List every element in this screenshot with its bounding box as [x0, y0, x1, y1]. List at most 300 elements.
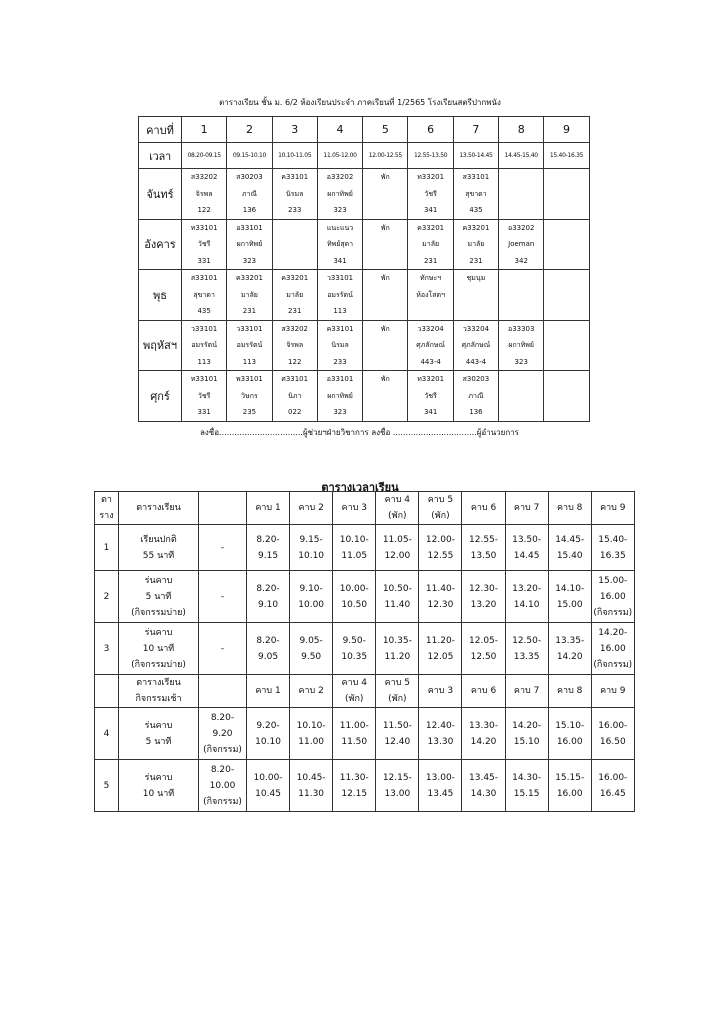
- cell-line: ร่นคาบ: [144, 772, 173, 783]
- day-row: [139, 202, 590, 219]
- schedule-cell: [499, 287, 544, 304]
- cell-line: 14.20-: [512, 720, 542, 731]
- cell-line: 16.00: [556, 736, 583, 747]
- time-cell: [247, 623, 290, 675]
- period-time: 09.15-10.10: [227, 143, 272, 169]
- schedule-cell: 323: [317, 202, 362, 219]
- schedule-cell: 136: [227, 202, 272, 219]
- time-cell: [591, 760, 634, 812]
- schedule-cell: ส33202: [272, 320, 317, 337]
- schedule-cell: ผกาทิพย์: [317, 186, 362, 203]
- cell-line: 12.40: [384, 736, 411, 747]
- schedule-cell: [363, 287, 408, 304]
- cell-line: 14.20: [556, 651, 583, 662]
- cell-line: 12.55-: [469, 534, 499, 545]
- day-row: [139, 236, 590, 253]
- schedule-cell: ท33101: [182, 371, 227, 388]
- cell-line: 16.00-: [598, 720, 628, 731]
- time-cell: [290, 708, 333, 760]
- schedule-cell: ส30203: [227, 169, 272, 186]
- cell-line: ร่นคาบ: [144, 720, 173, 731]
- schedule-extra: [199, 708, 247, 760]
- time-cell: [548, 760, 591, 812]
- cell-line: คาบ 4: [384, 495, 411, 505]
- schedule-no-header-2: [95, 675, 119, 708]
- period-header: [376, 492, 419, 525]
- time-cell: [247, 571, 290, 623]
- cell-line: 16.00: [599, 591, 626, 602]
- cell-line: 13.20: [470, 599, 497, 610]
- time-row: [95, 760, 635, 812]
- schedule-cell: [363, 202, 408, 219]
- cell-line: 14.10: [513, 599, 540, 610]
- schedule-cell: ท33201: [408, 169, 453, 186]
- cell-line: 15.15: [513, 788, 540, 799]
- schedule-cell: ทักษะฯ: [408, 270, 453, 287]
- schedule-cell: 233: [317, 354, 362, 371]
- schedule-cell: [544, 270, 589, 287]
- time-schedule-table: [94, 491, 635, 812]
- cell-line: คาบ 9: [600, 503, 626, 513]
- cell-line: 11.05: [341, 550, 368, 561]
- schedule-no: 3: [95, 623, 119, 675]
- cell-line: 9.10: [258, 599, 279, 610]
- cell-line: เรียนปกติ: [140, 534, 177, 545]
- schedule-cell: ศุภลักษณ์: [453, 337, 498, 354]
- time-cell: [376, 708, 419, 760]
- time-cell: [376, 571, 419, 623]
- cell-line: คาบ 8: [557, 686, 583, 696]
- schedule-cell: Joeman: [499, 236, 544, 253]
- time-cell: [462, 571, 505, 623]
- time-header-row: [95, 492, 635, 525]
- schedule-cell: [272, 236, 317, 253]
- schedule-cell: มาลัย: [272, 287, 317, 304]
- cell-line: 13.45-: [469, 772, 499, 783]
- schedule-cell: ส33101: [182, 270, 227, 287]
- cell-line: 12.15: [341, 788, 368, 799]
- period-number: 9: [544, 117, 589, 143]
- time-cell: [548, 708, 591, 760]
- cell-line: คาบ 6: [470, 686, 497, 696]
- cell-line: 11.50: [341, 736, 368, 747]
- cell-line: 11.40: [384, 599, 411, 610]
- period-header: [247, 675, 290, 708]
- schedule-cell: สุขาดา: [453, 186, 498, 203]
- schedule-cell: ผกาทิพย์: [317, 388, 362, 405]
- cell-line: -: [220, 591, 225, 602]
- period-number: 4: [317, 117, 362, 143]
- day-row: [139, 337, 590, 354]
- cell-line: 16.35: [599, 550, 626, 561]
- schedule-cell: มาลัย: [408, 236, 453, 253]
- cell-line: ตา: [101, 495, 112, 505]
- cell-line: 12.30: [427, 599, 454, 610]
- schedule-cell: มาลัย: [453, 236, 498, 253]
- schedule-cell: ส30203: [453, 371, 498, 388]
- time-cell: [462, 623, 505, 675]
- schedule-cell: อมรรัตน์: [227, 337, 272, 354]
- cell-line: 16.45: [599, 788, 626, 799]
- day-name: ศุกร์: [139, 371, 182, 422]
- cell-line: คาบ 6: [470, 503, 497, 513]
- schedule-cell: [363, 388, 408, 405]
- schedule-cell: [363, 303, 408, 320]
- time-label: เวลา: [139, 143, 182, 169]
- schedule-extra: [199, 623, 247, 675]
- cell-line: (พัก): [388, 511, 407, 521]
- cell-line: 15.00: [556, 599, 583, 610]
- cell-line: 11.20-: [425, 635, 455, 646]
- period-header: [505, 492, 548, 525]
- class-schedule-title: ตารางเรียน ชั้น ม. 6/2 ห้องเรียนประจำ ภาคเรียนที่ 1/2565 โรงเรียนสตรีปากพนัง: [219, 98, 501, 107]
- schedule-cell: [363, 236, 408, 253]
- period-time: 08.20-09.15: [182, 143, 227, 169]
- class-schedule-table: [138, 116, 590, 422]
- schedule-cell: จิรพล: [182, 186, 227, 203]
- cell-line: 13.30-: [469, 720, 499, 731]
- cell-line: 12.00: [384, 550, 411, 561]
- time-cell: [419, 708, 462, 760]
- schedule-cell: อ33202: [499, 219, 544, 236]
- schedule-name: [119, 525, 199, 571]
- schedule-cell: 342: [499, 253, 544, 270]
- time-cell: [290, 525, 333, 571]
- time-cell: [505, 525, 548, 571]
- cell-line: 14.45: [513, 550, 540, 561]
- schedule-cell: 341: [408, 202, 453, 219]
- cell-line: (กิจกรรมบ่าย): [131, 659, 186, 670]
- cell-line: 13.00-: [425, 772, 455, 783]
- schedule-cell: จิรพล: [272, 337, 317, 354]
- cell-line: 12.00-: [425, 534, 455, 545]
- schedule-cell: [544, 186, 589, 203]
- period-header: [462, 492, 505, 525]
- cell-line: 10 นาที: [142, 643, 175, 654]
- schedule-cell: อ33101: [317, 371, 362, 388]
- schedule-cell: 233: [272, 202, 317, 219]
- schedule-cell: พ33101: [227, 371, 272, 388]
- time-row: [95, 708, 635, 760]
- cell-line: 16.50: [599, 736, 626, 747]
- schedule-cell: พัก: [363, 371, 408, 388]
- schedule-cell: 323: [227, 253, 272, 270]
- schedule-cell: ค33201: [272, 270, 317, 287]
- period-time: 13.50-14.45: [453, 143, 498, 169]
- schedule-cell: มาลัย: [227, 287, 272, 304]
- time-cell: [419, 571, 462, 623]
- day-row: [139, 320, 590, 337]
- cell-line: 8.20-: [210, 712, 235, 723]
- cell-line: 12.50: [470, 651, 497, 662]
- period-header: [505, 675, 548, 708]
- schedule-cell: นิภา: [272, 388, 317, 405]
- period-number: 5: [363, 117, 408, 143]
- cell-line: 14.30-: [512, 772, 542, 783]
- time-schedule-title: ตารางเวลาเรียน: [321, 481, 399, 494]
- schedule-cell: อมรรัตน์: [317, 287, 362, 304]
- cell-line: 5 นาที: [145, 591, 172, 602]
- time-cell: [419, 760, 462, 812]
- time-row: [95, 623, 635, 675]
- schedule-cell: ค33101: [272, 169, 317, 186]
- time-cell: [376, 525, 419, 571]
- schedule-cell: พัก: [363, 169, 408, 186]
- cell-line: 9.50: [301, 651, 322, 662]
- schedule-cell: วัชรี: [182, 388, 227, 405]
- schedule-cell: ค33201: [408, 219, 453, 236]
- time-cell: [333, 525, 376, 571]
- cell-line: 12.40-: [425, 720, 455, 731]
- schedule-cell: 122: [182, 202, 227, 219]
- schedule-cell: อ33303: [499, 320, 544, 337]
- time-cell: [462, 708, 505, 760]
- cell-line: 14.30: [470, 788, 497, 799]
- extra-header: [199, 492, 247, 525]
- cell-line: 15.40-: [598, 534, 628, 545]
- day-name: อังคาร: [139, 219, 182, 270]
- schedule-extra: [199, 571, 247, 623]
- time-row: [95, 525, 635, 571]
- cell-line: 8.20-: [256, 583, 280, 594]
- day-row: [139, 186, 590, 203]
- schedule-cell: [363, 186, 408, 203]
- cell-line: 14.20-: [598, 627, 628, 638]
- day-row: [139, 253, 590, 270]
- schedule-cell: 022: [272, 404, 317, 421]
- schedule-cell: ค33101: [317, 320, 362, 337]
- period-number: 3: [272, 117, 317, 143]
- period-header: [419, 492, 462, 525]
- schedule-extra: [199, 525, 247, 571]
- schedule-no: 5: [95, 760, 119, 812]
- time-cell: [376, 623, 419, 675]
- cell-line: คาบ 4: [341, 678, 367, 688]
- schedule-cell: วัชรี: [408, 388, 453, 405]
- schedule-cell: 323: [499, 354, 544, 371]
- cell-line: คาบ 1: [255, 503, 281, 513]
- day-name: พุธ: [139, 270, 182, 321]
- cell-line: คาบ 9: [600, 686, 626, 696]
- cell-line: คาบ 2: [298, 503, 324, 513]
- cell-line: 11.40-: [425, 583, 455, 594]
- schedule-cell: ส33202: [182, 169, 227, 186]
- cell-line: 12.55: [427, 550, 454, 561]
- cell-line: 11.05-: [382, 534, 412, 545]
- cell-line: คาบ 5: [384, 678, 411, 688]
- period-header: [333, 675, 376, 708]
- cell-line: 13.20-: [512, 583, 542, 594]
- time-cell: [247, 708, 290, 760]
- schedule-cell: ค33201: [227, 270, 272, 287]
- cell-line: 55 นาที: [142, 550, 175, 561]
- schedule-cell: [272, 253, 317, 270]
- cell-line: 13.50: [470, 550, 497, 561]
- schedule-cell: ค33201: [453, 219, 498, 236]
- schedule-cell: นิรมล: [272, 186, 317, 203]
- schedule-cell: [363, 337, 408, 354]
- period-time: 12.55-13.50: [408, 143, 453, 169]
- schedule-cell: [544, 219, 589, 236]
- cell-line: 10.45: [255, 788, 281, 799]
- cell-line: คาบ 8: [557, 503, 583, 513]
- cell-line: 14.45-: [555, 534, 585, 545]
- cell-line: 12.05: [427, 651, 454, 662]
- cell-line: 11.30: [298, 788, 325, 799]
- period-time: 15.40-16.35: [544, 143, 589, 169]
- schedule-cell: ผกาทิพย์: [227, 236, 272, 253]
- schedule-cell: ว33204: [453, 320, 498, 337]
- cell-line: 13.35-: [555, 635, 585, 646]
- schedule-cell: [363, 404, 408, 421]
- schedule-cell: [272, 219, 317, 236]
- schedule-cell: 136: [453, 404, 498, 421]
- cell-line: คาบ 2: [298, 686, 324, 696]
- cell-line: 13.00: [384, 788, 411, 799]
- period-label: คาบที่: [139, 117, 182, 143]
- cell-line: 16.00: [599, 643, 626, 654]
- time-cell: [591, 708, 634, 760]
- time-cell: [419, 623, 462, 675]
- cell-line: ตารางเรียน: [136, 678, 181, 688]
- schedule-cell: ว33204: [408, 320, 453, 337]
- schedule-cell: ผกาทิพย์: [499, 337, 544, 354]
- cell-line: 10.10: [298, 550, 325, 561]
- schedule-cell: วิษกร: [227, 388, 272, 405]
- period-header-row: [139, 117, 590, 143]
- cell-line: 10.10-: [339, 534, 369, 545]
- cell-line: คาบ 7: [513, 503, 540, 513]
- cell-line: 10.10: [255, 736, 281, 747]
- time-cell: [333, 571, 376, 623]
- day-row: [139, 287, 590, 304]
- cell-line: คาบ 3: [427, 686, 454, 696]
- schedule-cell: [499, 388, 544, 405]
- schedule-cell: แนะแนว: [317, 219, 362, 236]
- schedule-cell: 331: [182, 253, 227, 270]
- schedule-cell: ท33201: [408, 371, 453, 388]
- signature-line: ลงชื่อ.................................ผู้ช่วยฯฝ่ายวิชาการ ลงชื่อ .................................ผู้อำนวยการ: [200, 428, 519, 437]
- cell-line: 10.35: [341, 651, 368, 662]
- cell-line: 12.30-: [469, 583, 499, 594]
- cell-line: 13.45: [427, 788, 454, 799]
- day-row: [139, 303, 590, 320]
- schedule-cell: อมรรัตน์: [182, 337, 227, 354]
- schedule-cell: [453, 303, 498, 320]
- schedule-cell: [544, 202, 589, 219]
- day-row: [139, 169, 590, 186]
- cell-line: (กิจกรรม): [203, 796, 242, 807]
- time-cell: [591, 525, 634, 571]
- schedule-cell: 122: [272, 354, 317, 371]
- schedule-extra: [199, 760, 247, 812]
- schedule-name: [119, 623, 199, 675]
- period-number: 8: [499, 117, 544, 143]
- cell-line: 10 นาที: [142, 788, 175, 799]
- cell-line: 9.20: [212, 728, 233, 739]
- cell-line: 9.10-: [299, 583, 323, 594]
- time-row: [139, 143, 590, 169]
- schedule-cell: [363, 354, 408, 371]
- cell-line: 9.50-: [342, 635, 366, 646]
- schedule-cell: ว33101: [227, 320, 272, 337]
- period-number: 2: [227, 117, 272, 143]
- schedule-cell: [499, 303, 544, 320]
- schedule-cell: 113: [317, 303, 362, 320]
- period-time: 14.45-15.40: [499, 143, 544, 169]
- schedule-cell: [544, 303, 589, 320]
- schedule-cell: [453, 287, 498, 304]
- schedule-cell: ทิพย์สุดา: [317, 236, 362, 253]
- schedule-cell: พัก: [363, 320, 408, 337]
- schedule-cell: 331: [182, 404, 227, 421]
- time-cell: [462, 525, 505, 571]
- schedule-cell: วัชรี: [408, 186, 453, 203]
- cell-line: คาบ 3: [341, 503, 367, 513]
- cell-line: 10.35-: [382, 635, 412, 646]
- cell-line: 8.20-: [256, 534, 280, 545]
- time-cell: [376, 760, 419, 812]
- schedule-name-header: ตารางเรียน: [119, 492, 199, 525]
- schedule-cell: [408, 303, 453, 320]
- cell-line: 15.10: [513, 736, 540, 747]
- cell-line: 10.00-: [253, 772, 283, 783]
- time-cell: [333, 623, 376, 675]
- cell-line: 9.15: [258, 550, 279, 561]
- cell-line: คาบ 7: [513, 686, 540, 696]
- day-name: จันทร์: [139, 169, 182, 220]
- cell-line: 12.15-: [382, 772, 412, 783]
- schedule-cell: ห้องโสตฯ: [408, 287, 453, 304]
- schedule-cell: [544, 388, 589, 405]
- time-cell: [591, 571, 634, 623]
- cell-line: (กิจกรรม): [593, 659, 633, 670]
- cell-line: 11.50-: [382, 720, 412, 731]
- cell-line: 15.40: [556, 550, 583, 561]
- period-time: 11.05-12.00: [317, 143, 362, 169]
- schedule-cell: [544, 169, 589, 186]
- cell-line: 11.30-: [339, 772, 369, 783]
- schedule-no: 1: [95, 525, 119, 571]
- period-header: [333, 492, 376, 525]
- cell-line: (กิจกรรมบ่าย): [131, 607, 186, 618]
- schedule-cell: [499, 169, 544, 186]
- schedule-cell: [544, 354, 589, 371]
- cell-line: 15.15-: [555, 772, 585, 783]
- schedule-cell: [363, 253, 408, 270]
- cell-line: 9.15-: [299, 534, 323, 545]
- schedule-cell: ท33101: [182, 219, 227, 236]
- day-row: [139, 404, 590, 421]
- cell-line: (พัก): [388, 694, 407, 704]
- cell-line: 9.05: [258, 651, 279, 662]
- schedule-cell: [544, 287, 589, 304]
- time-cell: [548, 623, 591, 675]
- cell-line: (พัก): [431, 511, 450, 521]
- period-time: 10.10-11.05: [272, 143, 317, 169]
- cell-line: 9.05-: [299, 635, 323, 646]
- period-header: [548, 675, 591, 708]
- schedule-cell: [544, 337, 589, 354]
- schedule-cell: ศุภลักษณ์: [408, 337, 453, 354]
- schedule-name: [119, 760, 199, 812]
- period-header: [419, 675, 462, 708]
- cell-line: คาบ 5: [427, 495, 454, 505]
- cell-line: 14.20: [470, 736, 497, 747]
- time-cell: [290, 760, 333, 812]
- schedule-cell: 231: [408, 253, 453, 270]
- schedule-cell: นิรมล: [317, 337, 362, 354]
